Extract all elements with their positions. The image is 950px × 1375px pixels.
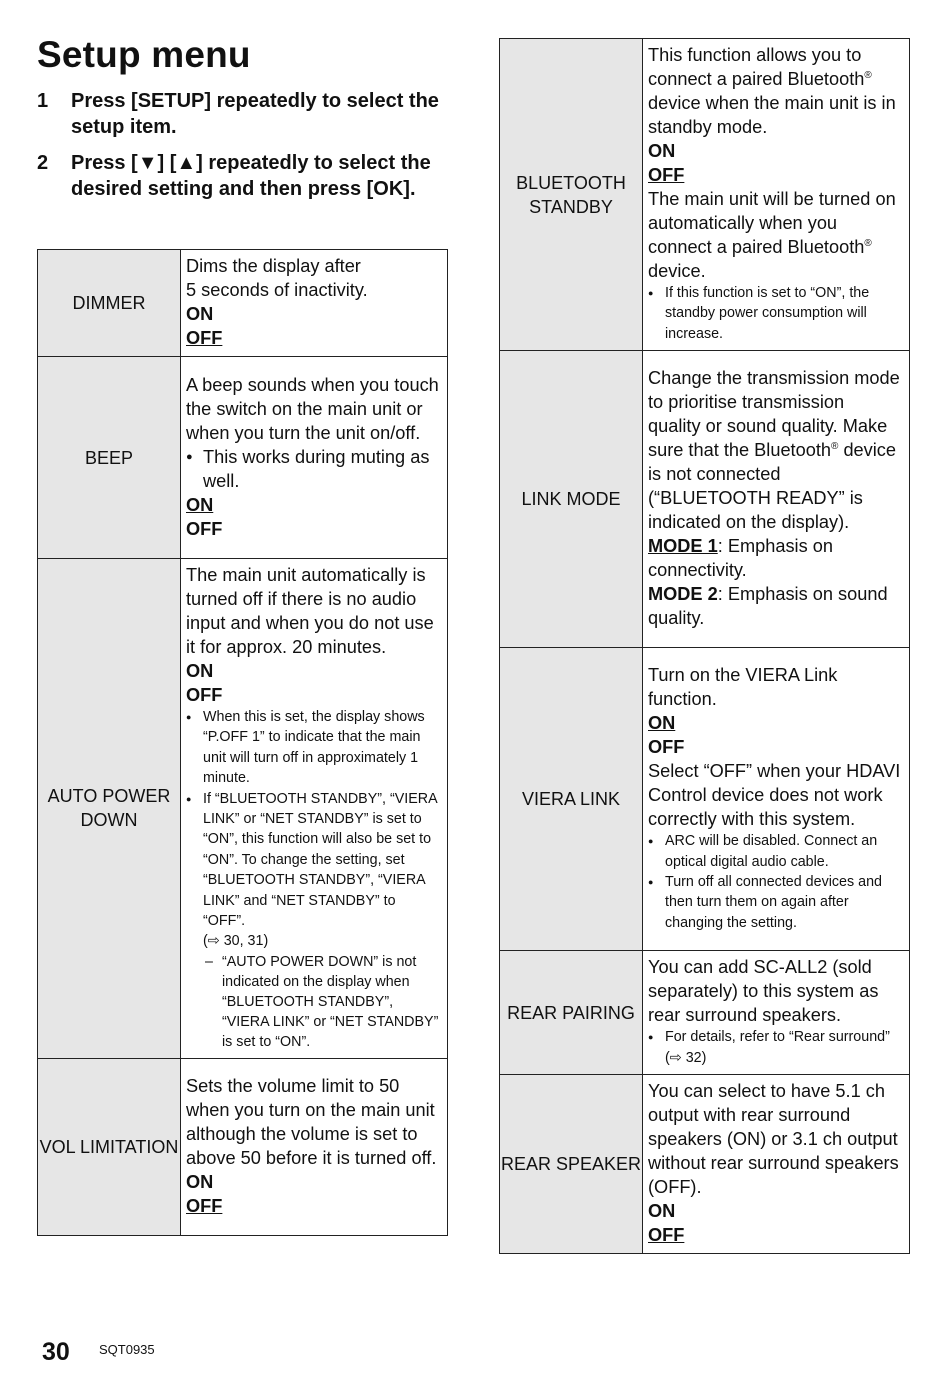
setting-name: LINK MODE	[500, 351, 643, 648]
table-row-link-mode	[500, 351, 910, 648]
setting-name: AUTO POWER DOWN	[38, 559, 181, 1059]
note-bullet: ● For details, refer to “Rear surround” (⇨ 32)	[648, 1027, 901, 1068]
note-bullet: ● This works during muting as well.	[186, 445, 439, 493]
table-row-rear-pairing	[500, 951, 910, 1075]
description-text: Turn on the VIERA Link function.	[648, 665, 838, 710]
mode-2-label: MODE 2	[648, 584, 718, 605]
note-bullet: ● When this is set, the display shows “P.OFF 1” to indicate that the main unit will turn off in approximately 1 minute.	[186, 707, 439, 789]
setting-name: DIMMER	[38, 250, 181, 357]
table-row-beep	[38, 357, 448, 559]
setting-description	[643, 648, 910, 951]
step-number: 1	[37, 90, 49, 112]
step-1	[37, 88, 447, 140]
description-text: Sets the volume limit to 50 when you turn on the main unit although the volume is set to above 50 before it is turned off.	[186, 1075, 437, 1168]
setting-name: VIERA LINK	[500, 648, 643, 951]
table-row-vol-limitation	[38, 1058, 448, 1235]
setting-description	[181, 559, 448, 1059]
mode-1-text: : Emphasis on connectivity.	[648, 536, 833, 581]
page-number: 30	[42, 1338, 70, 1366]
mode-1-label: MODE 1	[648, 536, 718, 557]
option-off: OFF	[186, 685, 223, 705]
setting-description	[643, 39, 910, 351]
description-text: A beep sounds when you touch the switch on the main unit or when you turn the unit on/off.	[186, 374, 439, 443]
instruction-steps	[37, 88, 447, 212]
text-part: device.	[648, 261, 706, 281]
setting-name: REAR SPEAKER	[500, 1075, 643, 1254]
description-text	[648, 43, 901, 139]
setting-name: VOL LIMITATION	[38, 1058, 181, 1235]
setting-name: BLUETOOTH STANDBY	[500, 39, 643, 351]
setting-description	[181, 250, 448, 357]
setting-name: REAR PAIRING	[500, 951, 643, 1075]
registered-mark: ®	[864, 237, 872, 249]
note-bullet: ● Turn off all connected devices and then turn them on again after changing the setting.	[648, 872, 901, 933]
option-off: OFF	[186, 518, 223, 539]
registered-mark: ®	[831, 441, 839, 453]
document-code: SQT0935	[99, 1342, 155, 1357]
text-part: The main unit will be turned on automatically when you connect a paired Bluetooth	[648, 189, 896, 257]
option-off: OFF	[648, 737, 685, 758]
setting-description	[181, 357, 448, 559]
table-row-dimmer	[38, 250, 448, 357]
option-on-default: ON	[186, 494, 214, 515]
table-row-bluetooth-standby	[500, 39, 910, 351]
mode-2-text: : Emphasis on sound quality.	[648, 584, 888, 629]
page-reference: (⇨ 30, 31)	[203, 933, 269, 950]
option-on: ON	[186, 661, 214, 681]
setup-table-left	[37, 249, 448, 1236]
option-on: ON	[648, 1201, 676, 1222]
description-text: You can select to have 5.1 ch output with rear surround speakers (ON) or 3.1 ch output without rear surround speakers (OFF).	[648, 1081, 899, 1198]
sub-note: – “AUTO POWER DOWN” is not indicated on the display when “BLUETOOTH STANDBY”, “VIERA LINK” or “NET STANDBY” is set to “ON”.	[186, 952, 439, 1052]
option-on: ON	[186, 304, 214, 324]
description-text: The main unit automatically is turned off if there is no audio input and when you do not use it for approx. 20 minutes.	[186, 565, 434, 657]
setting-description	[181, 1058, 448, 1235]
table-row-auto-power-down	[38, 559, 448, 1059]
description-text: You can add SC-ALL2 (sold separately) to this system as rear surround speakers.	[648, 957, 879, 1026]
setting-name: BEEP	[38, 357, 181, 559]
option-off-default: OFF	[186, 328, 223, 348]
note-bullet: ● If this function is set to “ON”, the standby power consumption will increase.	[648, 283, 901, 344]
text-part: device when the main unit is in standby mode.	[648, 93, 896, 137]
description-text: Select “OFF” when your HDAVI Control device does not work correctly with this system.	[648, 761, 901, 830]
mode-1-line	[648, 534, 901, 582]
option-off-default: OFF	[648, 1225, 685, 1246]
setting-description	[643, 1075, 910, 1254]
text-part: device is not connected (“BLUETOOTH READY” is indicated on the display).	[648, 440, 897, 533]
setup-table-right	[499, 38, 910, 1254]
option-on: ON	[648, 141, 676, 161]
description-line: 5 seconds of inactivity.	[186, 280, 368, 300]
text-part: Change the transmission mode to prioritise transmission quality or sound quality. Make sure that the Bluetooth	[648, 368, 900, 461]
step-text: Press [▼] [▲] repeatedly to select the desired setting and then press [OK].	[71, 152, 431, 200]
registered-mark: ®	[864, 69, 872, 81]
table-row-viera-link	[500, 648, 910, 951]
text-part: This function allows you to connect a paired Bluetooth	[648, 45, 865, 89]
option-on-default: ON	[648, 713, 676, 734]
page-title: Setup menu	[37, 34, 251, 75]
description-text	[648, 366, 901, 534]
description-text	[648, 187, 901, 283]
mode-2-line	[648, 582, 901, 630]
setting-description	[643, 351, 910, 648]
step-2	[37, 150, 447, 202]
option-off-default: OFF	[186, 1195, 223, 1216]
note-bullet: ● If “BLUETOOTH STANDBY”, “VIERA LINK” or “NET STANDBY” is set to “ON”, this function will also be set to “ON”. To change the setting, set “BLUETOOTH STANDBY”, “VIERA LINK” and “NET STANDBY” to “OFF”.	[186, 789, 439, 932]
description-line: Dims the display after	[186, 256, 361, 276]
table-row-rear-speaker	[500, 1075, 910, 1254]
setting-description	[643, 951, 910, 1075]
step-text: Press [SETUP] repeatedly to select the setup item.	[71, 90, 439, 138]
option-off-default: OFF	[648, 165, 685, 185]
option-on: ON	[186, 1171, 214, 1192]
note-bullet: ● ARC will be disabled. Connect an optical digital audio cable.	[648, 831, 901, 872]
step-number: 2	[37, 152, 49, 174]
